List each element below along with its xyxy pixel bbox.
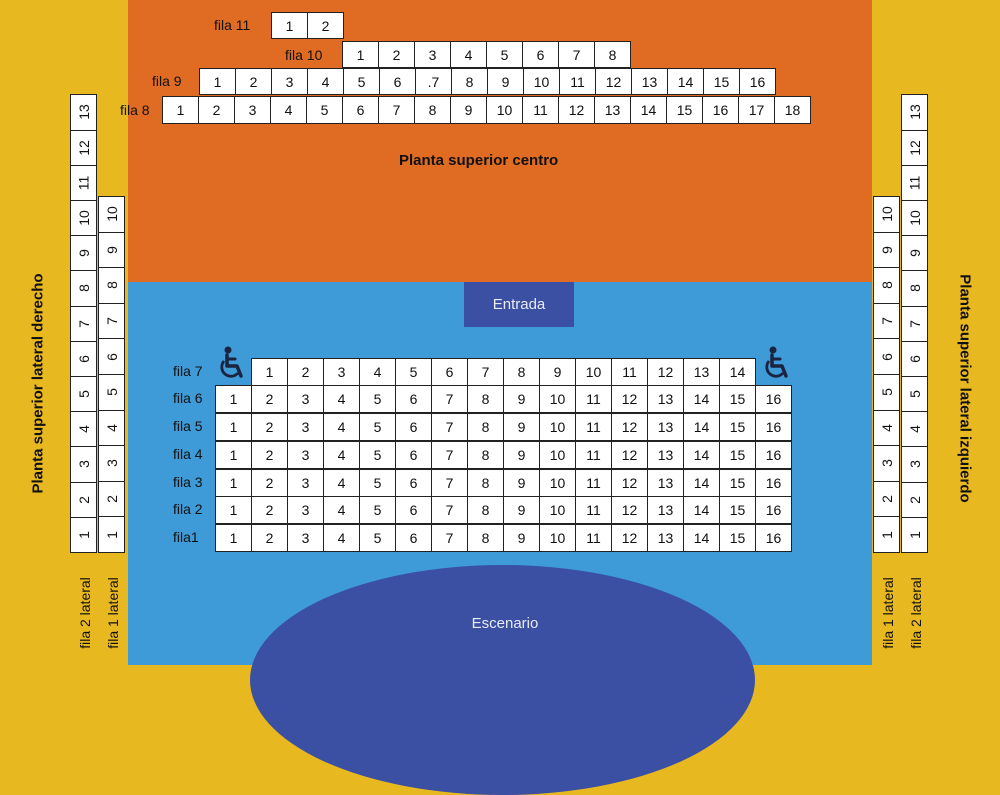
seat[interactable]: 5 [486,41,523,68]
seat[interactable]: 12 [611,441,648,469]
seat[interactable]: 8 [467,496,504,524]
row-label: fila 2 [173,501,203,517]
seat[interactable]: 7 [98,303,125,340]
seat[interactable]: 10 [901,200,928,236]
seat[interactable]: 3 [287,413,324,441]
seat[interactable]: 2 [307,12,344,39]
seat[interactable]: 11 [901,165,928,201]
seat[interactable]: 4 [901,411,928,447]
seat[interactable]: 1 [215,469,252,497]
seat[interactable]: 13 [631,68,668,95]
seat[interactable]: 6 [70,341,97,377]
seat[interactable]: 6 [395,413,432,441]
seat[interactable]: 13 [70,94,97,130]
seat[interactable]: 9 [503,441,540,469]
seat[interactable]: 14 [683,469,720,497]
seat[interactable]: 1 [901,517,928,553]
seat[interactable]: 4 [323,469,360,497]
seat[interactable]: 13 [901,94,928,130]
seat[interactable]: 10 [539,385,576,413]
seat[interactable]: 6 [98,338,125,375]
seat[interactable]: 5 [395,358,432,386]
seat[interactable]: 8 [98,267,125,304]
seat[interactable]: 9 [901,235,928,271]
seat[interactable]: 13 [647,385,684,413]
seat[interactable]: 4 [873,410,900,447]
seat[interactable]: 7 [70,306,97,342]
stage-label: Escenario [471,615,539,632]
seat[interactable]: 2 [251,469,288,497]
seat[interactable]: 15 [703,68,740,95]
row-label: fila 4 [173,446,203,462]
seat[interactable]: 1 [271,12,308,39]
seat[interactable]: 3 [271,68,308,95]
seat[interactable]: 6 [379,68,416,95]
seat[interactable]: 11 [575,413,612,441]
seat[interactable]: 9 [503,496,540,524]
seat[interactable]: 15 [719,413,756,441]
seat[interactable]: 10 [523,68,560,95]
seat[interactable]: 2 [98,481,125,518]
seat[interactable]: 7 [431,441,468,469]
seat[interactable]: 2 [378,41,415,68]
seat[interactable]: 1 [251,358,288,386]
seat[interactable]: 2 [873,481,900,518]
seat[interactable]: 6 [395,385,432,413]
seat[interactable]: 14 [683,441,720,469]
seat[interactable]: 11 [575,441,612,469]
wheelchair-icon [215,346,249,380]
seat[interactable]: 11 [70,165,97,201]
seat[interactable]: 1 [873,516,900,553]
row-label: fila1 [173,529,199,545]
seat[interactable]: 12 [901,130,928,166]
seat[interactable]: 5 [359,524,396,552]
seat[interactable]: 4 [323,385,360,413]
seat[interactable]: 1 [70,517,97,553]
seat[interactable]: 4 [323,441,360,469]
seat[interactable]: 13 [594,96,631,124]
seat[interactable]: 2 [251,441,288,469]
seat[interactable]: 8 [467,385,504,413]
seat[interactable]: 4 [323,496,360,524]
seat[interactable]: 2 [287,358,324,386]
column-label: fila 2 lateral [77,577,93,649]
seat[interactable]: 11 [611,358,648,386]
seat[interactable]: 3 [323,358,360,386]
seat[interactable]: 10 [70,200,97,236]
seat[interactable]: 13 [647,441,684,469]
row-label: fila 8 [120,102,150,118]
seat[interactable]: 5 [306,96,343,124]
seat[interactable]: .7 [415,68,452,95]
seat[interactable]: 1 [98,516,125,553]
seat[interactable]: 15 [719,385,756,413]
seat[interactable]: 12 [595,68,632,95]
seat[interactable]: 9 [539,358,576,386]
seat[interactable]: 11 [575,469,612,497]
seat[interactable]: 6 [431,358,468,386]
seat[interactable]: 6 [901,341,928,377]
seat[interactable]: 13 [647,496,684,524]
seat[interactable]: 10 [539,524,576,552]
seat[interactable]: 7 [558,41,595,68]
seat[interactable]: 6 [395,441,432,469]
seat[interactable]: 14 [667,68,704,95]
seat[interactable]: 12 [611,496,648,524]
seat[interactable]: 8 [70,270,97,306]
seat[interactable]: 5 [359,469,396,497]
seat[interactable]: 15 [719,524,756,552]
seat[interactable]: 8 [503,358,540,386]
seat[interactable]: 6 [395,496,432,524]
seat[interactable]: 16 [739,68,776,95]
seat[interactable]: 15 [719,496,756,524]
row-label: fila 3 [173,474,203,490]
seat[interactable]: 13 [683,358,720,386]
seat[interactable]: 8 [467,469,504,497]
seat[interactable]: 8 [451,68,488,95]
seat[interactable]: 8 [594,41,631,68]
seat[interactable]: 1 [215,413,252,441]
seat[interactable]: 5 [359,385,396,413]
seat[interactable]: 14 [683,496,720,524]
seat[interactable]: 3 [873,445,900,482]
seat[interactable]: 1 [215,496,252,524]
seat[interactable]: 8 [467,524,504,552]
row-label: fila 11 [214,17,251,33]
seat[interactable]: 10 [539,441,576,469]
seat[interactable]: 12 [611,385,648,413]
seat[interactable]: 12 [611,524,648,552]
seat[interactable]: 1 [342,41,379,68]
seat[interactable]: 3 [287,385,324,413]
seat[interactable]: 14 [683,385,720,413]
row-label: fila 6 [173,390,203,406]
seat[interactable]: 3 [287,524,324,552]
seat[interactable]: 14 [683,413,720,441]
column-label: fila 1 lateral [105,577,121,649]
entrance-label: Entrada [464,282,574,327]
seat[interactable]: 3 [287,496,324,524]
seat[interactable]: 4 [70,411,97,447]
seat[interactable]: 12 [647,358,684,386]
seat[interactable]: 9 [450,96,487,124]
seat[interactable]: 9 [503,385,540,413]
seat[interactable]: 10 [486,96,523,124]
seat[interactable]: 9 [503,469,540,497]
seat[interactable]: 11 [522,96,559,124]
seat[interactable]: 14 [630,96,667,124]
seat[interactable]: 2 [251,496,288,524]
seat[interactable]: 4 [450,41,487,68]
seat[interactable]: 5 [343,68,380,95]
seat[interactable]: 16 [755,496,792,524]
row-label: fila 5 [173,418,203,434]
seat[interactable]: 7 [467,358,504,386]
seat[interactable]: 1 [162,96,199,124]
seat[interactable]: 12 [611,469,648,497]
seat[interactable]: 9 [503,413,540,441]
seat[interactable]: 17 [738,96,775,124]
seat[interactable]: 7 [431,385,468,413]
stage-shape [250,565,755,795]
seat[interactable]: 8 [414,96,451,124]
seat[interactable]: 5 [359,413,396,441]
seat[interactable]: 1 [215,441,252,469]
seat[interactable]: 3 [901,446,928,482]
seat[interactable]: 3 [234,96,271,124]
seat[interactable]: 11 [575,385,612,413]
seat[interactable]: 15 [719,469,756,497]
seat[interactable]: 9 [873,232,900,269]
seat[interactable]: 16 [755,385,792,413]
upper-center-title: Planta superior centro [399,152,559,169]
seat[interactable]: 14 [719,358,756,386]
column-label: fila 2 lateral [908,577,924,649]
seat[interactable]: 10 [98,196,125,233]
seat[interactable]: 9 [487,68,524,95]
seat[interactable]: 1 [215,524,252,552]
seat[interactable]: 10 [575,358,612,386]
seat[interactable]: 11 [559,68,596,95]
seat[interactable]: 12 [558,96,595,124]
seat[interactable]: 7 [431,524,468,552]
seat[interactable]: 3 [287,441,324,469]
seat[interactable]: 2 [70,482,97,518]
seat[interactable]: 16 [702,96,739,124]
seat[interactable]: 13 [647,524,684,552]
seat[interactable]: 6 [873,338,900,375]
seat[interactable]: 7 [431,413,468,441]
seat[interactable]: 13 [647,469,684,497]
seat[interactable]: 2 [235,68,272,95]
row-label: fila 10 [285,47,323,63]
seat[interactable]: 3 [70,446,97,482]
seat[interactable]: 18 [774,96,811,124]
seat[interactable]: 7 [901,306,928,342]
seat[interactable]: 9 [70,235,97,271]
seat[interactable]: 15 [719,441,756,469]
seat[interactable]: 14 [683,524,720,552]
seat[interactable]: 5 [359,496,396,524]
seat[interactable]: 1 [215,385,252,413]
seat[interactable]: 8 [467,413,504,441]
seat[interactable]: 6 [342,96,379,124]
seat[interactable]: 8 [901,270,928,306]
seat[interactable]: 11 [575,496,612,524]
seat[interactable]: 12 [611,413,648,441]
seat[interactable]: 4 [307,68,344,95]
seat[interactable]: 9 [98,232,125,269]
seat[interactable]: 10 [539,413,576,441]
seat[interactable]: 5 [901,376,928,412]
seat[interactable]: 9 [503,524,540,552]
seat[interactable]: 16 [755,413,792,441]
seat[interactable]: 2 [251,524,288,552]
row-label: fila 9 [152,73,182,89]
seat[interactable]: 6 [395,469,432,497]
seat[interactable]: 7 [431,496,468,524]
seat[interactable]: 3 [287,469,324,497]
seat[interactable]: 10 [539,496,576,524]
left-side-title: Planta superior lateral derecho [29,273,47,494]
seat[interactable]: 5 [98,374,125,411]
wheelchair-icon [760,346,794,380]
seat[interactable]: 3 [98,445,125,482]
row-label: fila 7 [173,363,203,379]
seat[interactable]: 2 [901,482,928,518]
seat[interactable]: 8 [873,267,900,304]
seat[interactable]: 5 [359,441,396,469]
seat[interactable]: 16 [755,441,792,469]
seat[interactable]: 7 [873,303,900,340]
seat[interactable]: 12 [70,130,97,166]
seat[interactable]: 16 [755,469,792,497]
seat[interactable]: 7 [378,96,415,124]
seat[interactable]: 6 [395,524,432,552]
seat[interactable]: 8 [467,441,504,469]
seat[interactable]: 10 [873,196,900,233]
seat[interactable]: 1 [199,68,236,95]
column-label: fila 1 lateral [880,577,896,649]
seat[interactable]: 2 [198,96,235,124]
seat[interactable]: 13 [647,413,684,441]
seat[interactable]: 4 [323,413,360,441]
seat[interactable]: 4 [98,410,125,447]
seat[interactable]: 7 [431,469,468,497]
seat[interactable]: 11 [575,524,612,552]
right-side-title: Planta superior lateral izquierdo [956,274,974,503]
seat[interactable]: 16 [755,524,792,552]
seat[interactable]: 4 [270,96,307,124]
seat[interactable]: 15 [666,96,703,124]
seat[interactable]: 2 [251,413,288,441]
seat[interactable]: 5 [70,376,97,412]
seat[interactable]: 4 [323,524,360,552]
seat[interactable]: 10 [539,469,576,497]
seat[interactable]: 4 [359,358,396,386]
seat[interactable]: 5 [873,374,900,411]
seat[interactable]: 3 [414,41,451,68]
seat[interactable]: 6 [522,41,559,68]
seat[interactable]: 2 [251,385,288,413]
